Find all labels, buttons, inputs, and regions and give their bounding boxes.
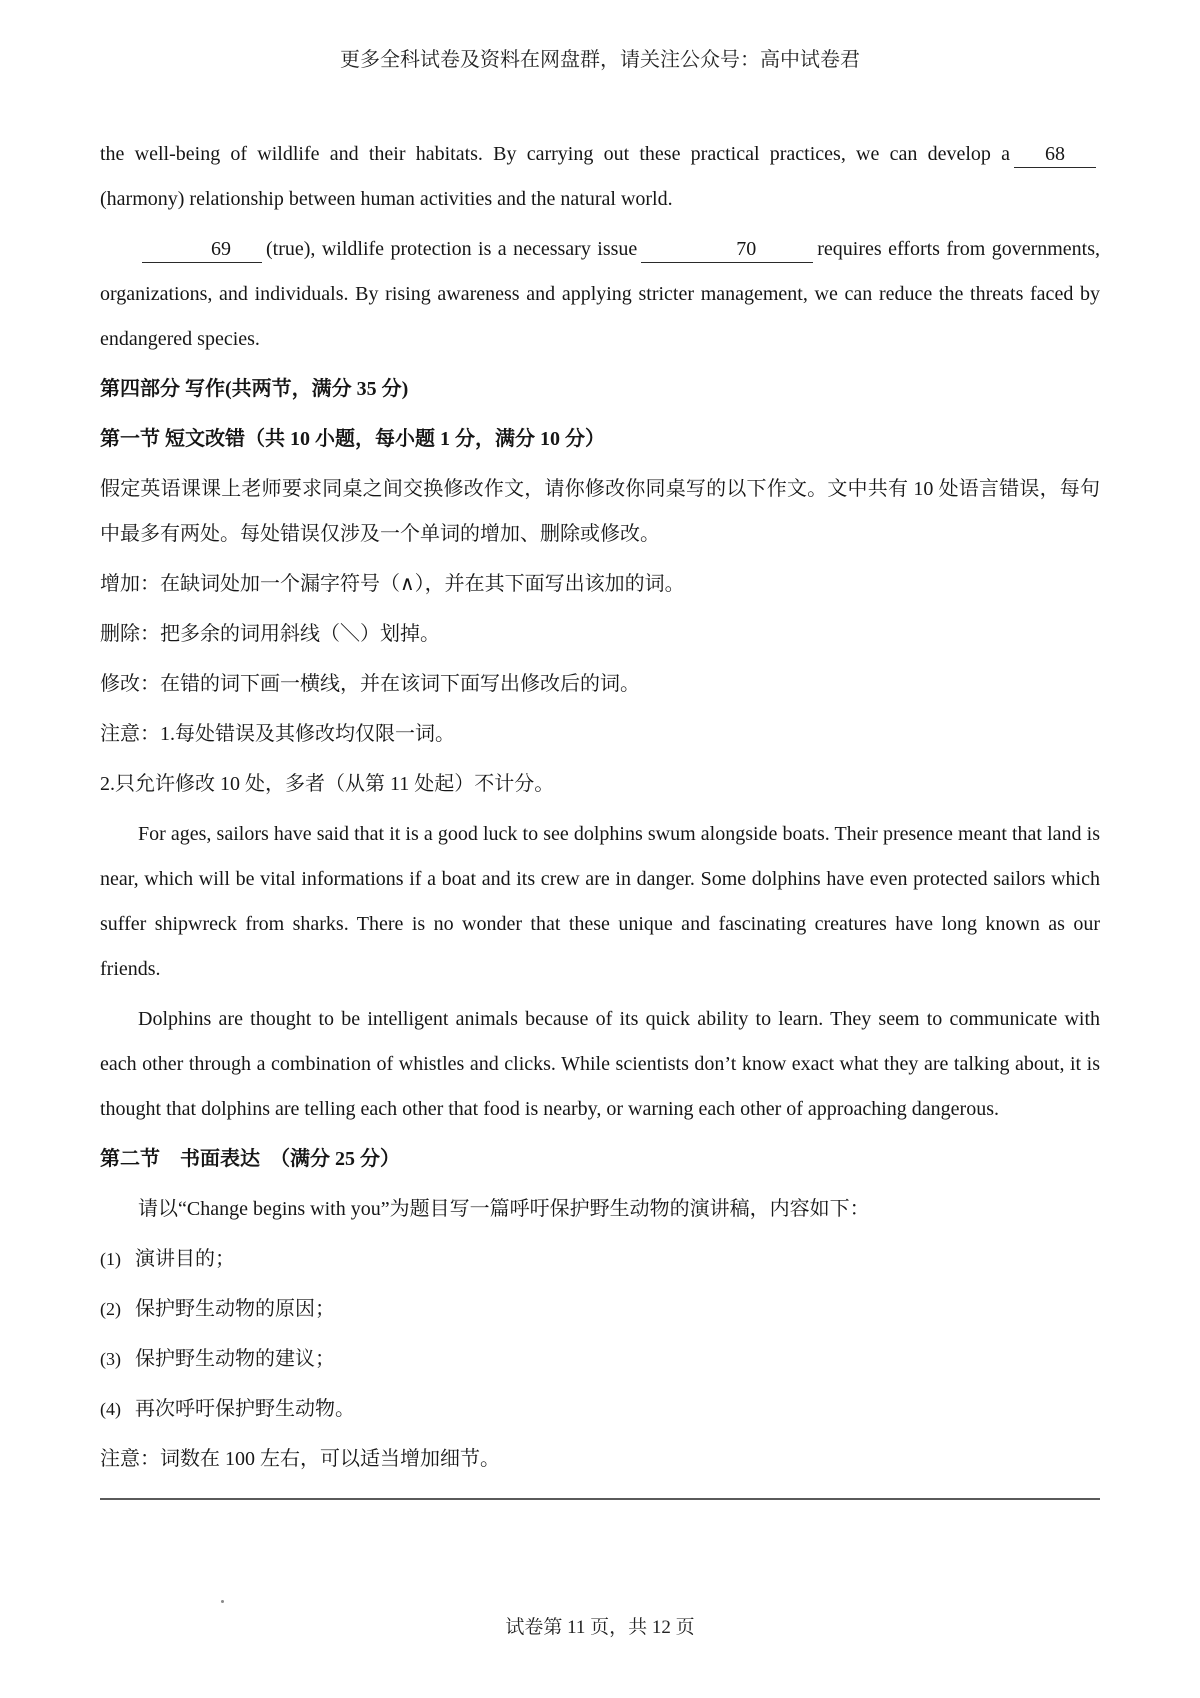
correction-note-2: 2.只允许修改 10 处，多者（从第 11 处起）不计分。 (100, 773, 555, 795)
writing-point-1 (100, 1237, 1100, 1282)
correction-rule-modify: 修改：在错的词下画一横线，并在该词下面写出修改后的词。 (100, 673, 640, 695)
footer-page-number: 试卷第 11 页，共 12 页 (505, 1617, 695, 1638)
footer-divider-line (100, 1498, 1100, 1500)
writing-point-3 (100, 1337, 1100, 1382)
section4-heading: 第四部分 写作(共两节，满分 35 分) (100, 378, 409, 400)
writing-point-2 (100, 1287, 1100, 1332)
grammar-paragraph-2 (100, 227, 1100, 362)
grammar-p2-text-2: requires efforts from governments, organizations, and individuals. By rising awareness and applying stricter management, we can reduce the threats faced by endangered species. (100, 238, 1101, 350)
blank-68: 68 (1014, 141, 1096, 168)
writing-point-3-number: (3) (100, 1349, 121, 1369)
correction-rule-delete: 删除：把多余的词用斜线（＼）划掉。 (100, 623, 440, 645)
writing-point-1-text: 演讲目的； (135, 1248, 235, 1270)
section4-part1-heading: 第一节 短文改错（共 10 小题，每小题 1 分，满分 10 分） (100, 428, 605, 450)
grammar-p1-text-2: (harmony) relationship between human activities and the natural world. (100, 188, 673, 210)
grammar-p2-text-1: (true), wildlife protection is a necessary issue (266, 238, 638, 260)
writing-point-1-number: (1) (100, 1249, 121, 1269)
writing-point-4-text: 再次呼吁保护野生动物。 (135, 1398, 355, 1420)
writing-point-2-text: 保护野生动物的原因； (135, 1298, 335, 1320)
essay-paragraph-2: Dolphins are thought to be intelligent animals because of its quick ability to learn. They seem to communicate with each other through a combination of whistles and clicks. While scientists don’t know exact what they are talking about, it is thought that dolphins are telling each other that food is nearby, or warning each other of approaching dangerous. (100, 1008, 1100, 1120)
correction-rule-add: 增加：在缺词处加一个漏字符号（∧），并在其下面写出该加的词。 (100, 573, 685, 595)
writing-point-4-number: (4) (100, 1399, 121, 1419)
writing-intro: 请以“Change begins with you”为题目写一篇呼吁保护野生动物的演讲稿，内容如下： (138, 1198, 870, 1220)
page-content (100, 132, 1100, 1482)
blank-69: 69 (142, 236, 262, 263)
grammar-p1-text-1: the well-being of wildlife and their habitats. By carrying out these practical practices, we can develop a (100, 143, 1010, 165)
blank-70: 70 (641, 236, 813, 263)
stray-dot-artifact (221, 1600, 224, 1603)
grammar-paragraph-1 (100, 132, 1100, 222)
correction-intro: 假定英语课课上老师要求同桌之间交换修改作文，请你修改你同桌写的以下作文。文中共有 10 处语言错误，每句中最多有两处。每处错误仅涉及一个单词的增加、删除或修改。 (100, 478, 1100, 545)
header-promo-note: 更多全科试卷及资料在网盘群，请关注公众号：高中试卷君 (340, 49, 860, 71)
writing-note: 注意：词数在 100 左右，可以适当增加细节。 (100, 1448, 500, 1470)
writing-point-2-number: (2) (100, 1299, 121, 1319)
writing-point-3-text: 保护野生动物的建议； (135, 1348, 335, 1370)
correction-note-1: 注意：1.每处错误及其修改均仅限一词。 (100, 723, 455, 745)
essay-paragraph-1: For ages, sailors have said that it is a good luck to see dolphins swum alongside boats. Their presence meant that land is near, which will be vital informations if a boat and its crew are in danger. Some dolphins have even protected sailors which suffer shipwreck from sharks. There is no wonder that these unique and fascinating creatures have long known as our friends. (100, 823, 1100, 980)
section4-part2-heading: 第二节 书面表达 （满分 25 分） (100, 1148, 400, 1170)
writing-point-4 (100, 1387, 1100, 1432)
